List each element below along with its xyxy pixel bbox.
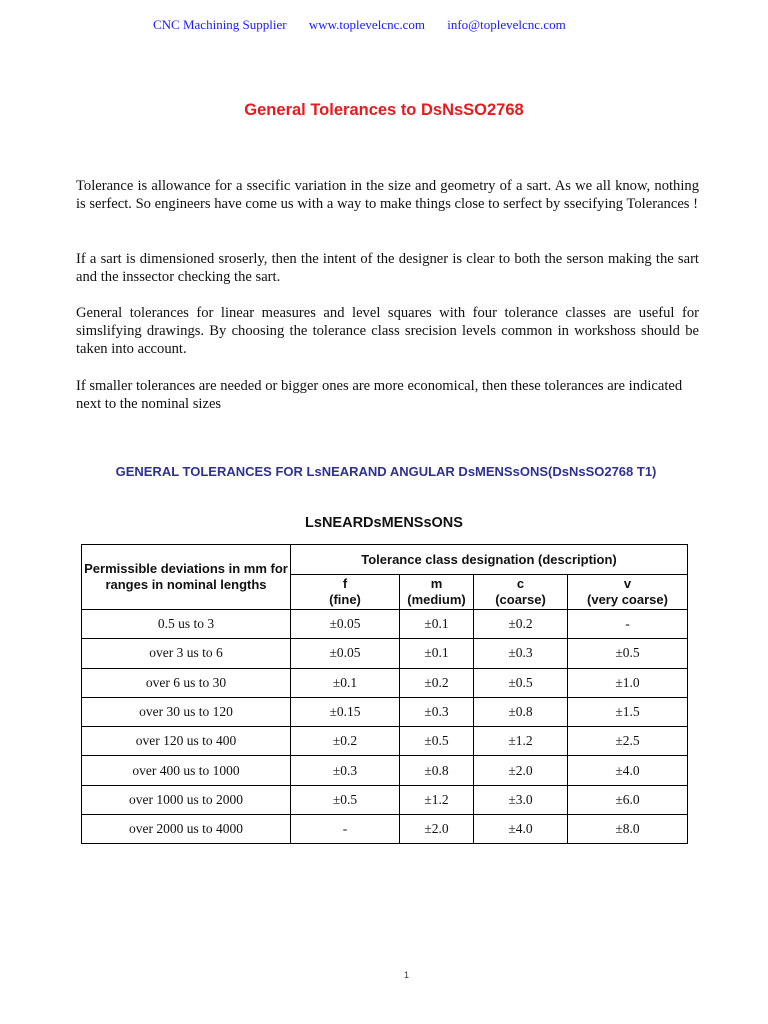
tolerance-cell-v: - bbox=[568, 610, 688, 639]
document-title: General Tolerances to DsNsSO2768 bbox=[244, 101, 524, 119]
tolerance-cell-c: ±4.0 bbox=[474, 815, 568, 844]
tolerance-cell-v: ±8.0 bbox=[568, 815, 688, 844]
page-mark: 1 bbox=[404, 970, 410, 980]
range-cell: over 400 us to 1000 bbox=[82, 756, 291, 785]
class-description: (coarse) bbox=[495, 592, 546, 607]
tolerance-cell-f: ±0.1 bbox=[291, 668, 400, 697]
tolerance-cell-v: ±2.5 bbox=[568, 727, 688, 756]
class-description: (fine) bbox=[329, 592, 361, 607]
table-row bbox=[82, 639, 688, 668]
table-row bbox=[82, 815, 688, 844]
table-row bbox=[82, 727, 688, 756]
class-header-m bbox=[400, 575, 474, 610]
tolerance-cell-m: ±0.3 bbox=[400, 697, 474, 726]
tolerance-cell-m: ±0.2 bbox=[400, 668, 474, 697]
paragraph-dimensioning: If a sart is dimensioned sroserly, then the intent of the designer is clear to both the serson making the sart and the inssector checking the sart. bbox=[76, 251, 699, 286]
tolerance-cell-v: ±1.0 bbox=[568, 668, 688, 697]
tolerance-cell-v: ±0.5 bbox=[568, 639, 688, 668]
class-header-v bbox=[568, 575, 688, 610]
paragraph-intro: Tolerance is allowance for a ssecific variation in the size and geometry of a sart. As we all know, nothing is serfect. So engineers have come us with a way to make things close to serfect by ssecifying Tolerances ! bbox=[76, 178, 699, 213]
tolerance-cell-c: ±0.8 bbox=[474, 697, 568, 726]
section-title: GENERAL TOLERANCES FOR LsNEARAND ANGULAR DsMENSsONS(DsNsSO2768 T1) bbox=[115, 464, 657, 479]
range-cell: over 1000 us to 2000 bbox=[82, 785, 291, 814]
paragraph-smaller-tolerances: If smaller tolerances are needed or bigger ones are more economical, then these tolerances are indicated next to the nominal sizes bbox=[76, 378, 683, 413]
tolerance-cell-c: ±0.5 bbox=[474, 668, 568, 697]
class-header-f bbox=[291, 575, 400, 610]
class-header-c bbox=[474, 575, 568, 610]
table-row bbox=[82, 668, 688, 697]
range-cell: over 120 us to 400 bbox=[82, 727, 291, 756]
page-header bbox=[153, 17, 585, 33]
header-email-link[interactable]: info@toplevelcnc.com bbox=[447, 17, 566, 32]
tolerance-cell-v: ±4.0 bbox=[568, 756, 688, 785]
tolerance-cell-f: ±0.2 bbox=[291, 727, 400, 756]
tolerance-cell-c: ±1.2 bbox=[474, 727, 568, 756]
range-cell: over 3 us to 6 bbox=[82, 639, 291, 668]
header-supplier: CNC Machining Supplier bbox=[153, 17, 287, 32]
tolerance-cell-c: ±0.2 bbox=[474, 610, 568, 639]
table-row bbox=[82, 610, 688, 639]
table-row bbox=[82, 697, 688, 726]
tolerance-table bbox=[81, 544, 688, 844]
tolerance-cell-v: ±1.5 bbox=[568, 697, 688, 726]
tolerance-cell-v: ±6.0 bbox=[568, 785, 688, 814]
range-cell: over 6 us to 30 bbox=[82, 668, 291, 697]
tolerance-cell-f: ±0.15 bbox=[291, 697, 400, 726]
class-code: c bbox=[516, 576, 525, 591]
tolerance-cell-c: ±3.0 bbox=[474, 785, 568, 814]
table-row bbox=[82, 785, 688, 814]
tolerance-cell-m: ±1.2 bbox=[400, 785, 474, 814]
range-cell: 0.5 us to 3 bbox=[82, 610, 291, 639]
tolerance-cell-f: ±0.05 bbox=[291, 639, 400, 668]
table-row bbox=[82, 756, 688, 785]
class-description: (very coarse) bbox=[587, 592, 668, 607]
header-website-link[interactable]: www.toplevelcnc.com bbox=[308, 17, 425, 32]
tolerance-cell-f: - bbox=[291, 815, 400, 844]
tolerance-cell-m: ±0.1 bbox=[400, 610, 474, 639]
table-body bbox=[82, 610, 688, 844]
tolerance-cell-m: ±2.0 bbox=[400, 815, 474, 844]
tolerance-cell-f: ±0.05 bbox=[291, 610, 400, 639]
class-code: f bbox=[342, 576, 348, 591]
group-header-cell: Tolerance class designation (description) bbox=[291, 545, 688, 575]
tolerance-cell-m: ±0.8 bbox=[400, 756, 474, 785]
tolerance-cell-f: ±0.3 bbox=[291, 756, 400, 785]
row-header-cell: Permissible deviations in mm for ranges in nominal lengths bbox=[82, 545, 291, 610]
tolerance-cell-m: ±0.1 bbox=[400, 639, 474, 668]
tolerance-cell-m: ±0.5 bbox=[400, 727, 474, 756]
class-code: m bbox=[430, 576, 443, 591]
range-cell: over 30 us to 120 bbox=[82, 697, 291, 726]
tolerance-cell-c: ±2.0 bbox=[474, 756, 568, 785]
class-description: (medium) bbox=[407, 592, 466, 607]
range-cell: over 2000 us to 4000 bbox=[82, 815, 291, 844]
tolerance-cell-c: ±0.3 bbox=[474, 639, 568, 668]
sub-title: LsNEARDsMENSsONS bbox=[305, 515, 463, 531]
paragraph-general-tolerances: General tolerances for linear measures and level squares with four tolerance classes are useful for simslifying drawings. By choosing the tolerance class srecision levels common in workshoss should be taken into account. bbox=[76, 305, 699, 358]
class-code: v bbox=[623, 576, 632, 591]
tolerance-cell-f: ±0.5 bbox=[291, 785, 400, 814]
